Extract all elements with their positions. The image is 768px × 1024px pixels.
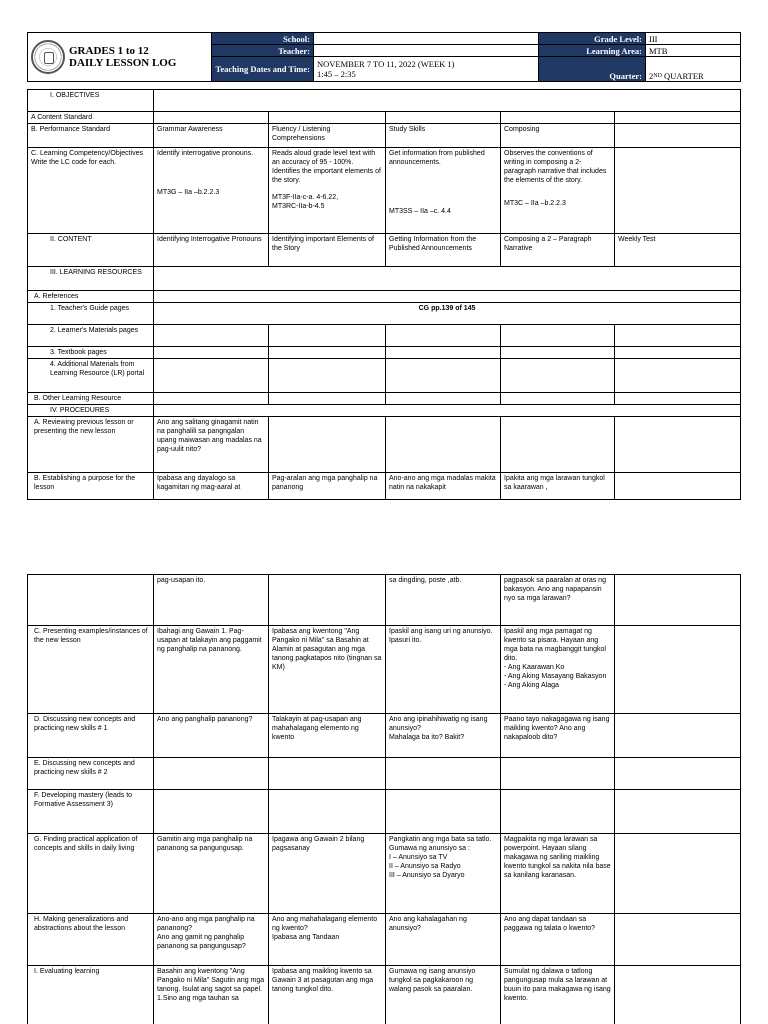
quarter-value[interactable]: 2ND QUARTER	[646, 57, 741, 82]
proc-h-fri[interactable]	[615, 914, 741, 966]
continued-mon[interactable]: pag-usapan ito.	[154, 575, 269, 626]
proc-h-wed[interactable]: Ano ang kahalagahan ng anunsiyo?	[386, 914, 501, 966]
proc-c-thu[interactable]: Ipaskil ang mga pamagat ng kwento sa pisara. Hayaan ang mga bata na magbanggit tungkol dito. - Ang Kaarawan Ko - Ang Aking Masayang Bakasyon - Ang Aking Alaga	[501, 626, 615, 714]
proc-i-mon[interactable]: Basahin ang kwentong "Ang Pangako ni Mila" Sagutin ang mga tanong. Isulat ang sagot sa papel. 1.Sino ang mga tauhan sa	[154, 966, 269, 1024]
school-value[interactable]	[314, 33, 539, 45]
learning-area-label: Learning Area:	[539, 45, 646, 57]
learning-competency-label: C. Learning Competency/Objectives Write the LC code for each.	[28, 148, 154, 234]
proc-i-tue[interactable]: Ipabasa ang maikling kwento sa Gawain 3 at pasagutan ang mga tanong tungkol dito.	[269, 966, 386, 1024]
proc-e-tue[interactable]	[269, 758, 386, 790]
references-label: A. References	[28, 291, 154, 303]
proc-b-mon[interactable]: Ipabasa ang dayalogo sa kagamitan ng mag-aaral at	[154, 473, 269, 500]
learning-resources-heading: III. LEARNING RESOURCES	[28, 267, 154, 291]
content-fri[interactable]: Weekly Test	[615, 234, 741, 267]
performance-standard-thu[interactable]: Composing	[501, 124, 615, 148]
content-tue[interactable]: Identifying important Elements of the Story	[269, 234, 386, 267]
content-thu[interactable]: Composing a 2 – Paragraph Narrative	[501, 234, 615, 267]
content-standard-fri[interactable]	[615, 112, 741, 124]
proc-b-wed[interactable]: Ano-ano ang mga madalas makita natin na nakakapit	[386, 473, 501, 500]
proc-a-wed[interactable]	[386, 417, 501, 473]
performance-standard-tue[interactable]: Fluency / Listening Comprehensions	[269, 124, 386, 148]
grade-level-label: Grade Level:	[539, 33, 646, 45]
content-standard-label: A Content Standard	[28, 112, 154, 124]
dll-header	[27, 32, 741, 82]
other-resource-fri[interactable]	[615, 393, 741, 405]
header-title-line2: DAILY LESSON LOG	[69, 57, 177, 69]
performance-standard-wed[interactable]: Study Skills	[386, 124, 501, 148]
proc-b-tue[interactable]: Pag-aralan ang mga panghalip na pananong	[269, 473, 386, 500]
proc-c-tue[interactable]: Ipabasa ang kwentong "Ang Pangako ni Mila" sa Basahin at Alamin at pasagutan ang mga tanong pagkatapos nito (tingnan sa KM)	[269, 626, 386, 714]
quarter-label: Quarter:	[539, 57, 646, 82]
procedures-heading: IV. PROCEDURES	[28, 405, 154, 417]
content-standard-tue[interactable]	[269, 112, 386, 124]
proc-i-label: I. Evaluating learning	[28, 966, 154, 1024]
additional-materials-wed[interactable]	[386, 359, 501, 393]
textbook-pages-mon[interactable]	[154, 347, 269, 359]
learning-competency-wed[interactable]: Get information from published announcements. MT3SS – IIa –c. 4.4	[386, 148, 501, 234]
learners-materials-wed[interactable]	[386, 325, 501, 347]
other-resource-thu[interactable]	[501, 393, 615, 405]
teacher-value[interactable]	[314, 45, 539, 57]
learning-competency-thu[interactable]: Observes the conventions of writing in composing a 2-paragraph narrative that includes the elements of the story. MT3C – IIa –b.2.2.3	[501, 148, 615, 234]
proc-g-mon[interactable]: Gamitin ang mga panghalip na pananong sa pangungusap.	[154, 834, 269, 914]
textbook-pages-fri[interactable]	[615, 347, 741, 359]
content-heading: II. CONTENT	[28, 234, 154, 267]
proc-c-wed[interactable]: Ipaskil ang isang uri ng anunsiyo. Ipasuri ito.	[386, 626, 501, 714]
other-resource-tue[interactable]	[269, 393, 386, 405]
references-cell[interactable]	[154, 291, 741, 303]
proc-a-fri[interactable]	[615, 417, 741, 473]
proc-d-fri[interactable]	[615, 714, 741, 758]
performance-standard-mon[interactable]: Grammar Awareness	[154, 124, 269, 148]
objectives-heading: I. OBJECTIVES	[28, 90, 154, 112]
continued-label	[28, 575, 154, 626]
textbook-pages-thu[interactable]	[501, 347, 615, 359]
proc-e-mon[interactable]	[154, 758, 269, 790]
content-wed[interactable]: Getting Information from the Published Announcements	[386, 234, 501, 267]
proc-f-tue[interactable]	[269, 790, 386, 834]
proc-h-thu[interactable]: Ano ang dapat tandaan sa paggawa ng talata o kwento?	[501, 914, 615, 966]
teachers-guide-value[interactable]: CG pp.139 of 145	[154, 303, 741, 325]
learners-materials-fri[interactable]	[615, 325, 741, 347]
teaching-dates-value[interactable]: NOVEMBER 7 TO 11, 2022 (WEEK 1) 1:45 – 2:35	[314, 57, 539, 82]
learning-competency-fri[interactable]	[615, 148, 741, 234]
content-standard-mon[interactable]	[154, 112, 269, 124]
proc-e-label: E. Discussing new concepts and practicing new skills # 2	[28, 758, 154, 790]
header-title-line1: GRADES 1 to 12	[69, 45, 149, 57]
proc-h-mon[interactable]: Ano-ano ang mga panghalip na pananong? Ano ang gamit ng panghalip pananong sa pangungusap?	[154, 914, 269, 966]
proc-d-mon[interactable]: Ano ang panghalip pananong?	[154, 714, 269, 758]
proc-f-wed[interactable]	[386, 790, 501, 834]
textbook-pages-tue[interactable]	[269, 347, 386, 359]
learners-materials-mon[interactable]	[154, 325, 269, 347]
proc-c-fri[interactable]	[615, 626, 741, 714]
content-standard-thu[interactable]	[501, 112, 615, 124]
proc-b-thu[interactable]: Ipakita ang mga larawan tungkol sa kaarawan ,	[501, 473, 615, 500]
performance-standard-label: B. Performance Standard	[28, 124, 154, 148]
proc-d-thu[interactable]: Paano tayo nakagagawa ng isang maikling kwento? Ano ang nakapaloob dito?	[501, 714, 615, 758]
proc-b-fri[interactable]	[615, 473, 741, 500]
other-resource-wed[interactable]	[386, 393, 501, 405]
objectives-cell[interactable]	[154, 90, 741, 112]
proc-d-label: D. Discussing new concepts and practicing new skills # 1	[28, 714, 154, 758]
additional-materials-tue[interactable]	[269, 359, 386, 393]
header-logo-cell	[28, 33, 212, 82]
proc-a-tue[interactable]	[269, 417, 386, 473]
continued-thu[interactable]: pagpasok sa paaralan at oras ng bakasyon. Ano ang napapansin nyo sa mga larawan?	[501, 575, 615, 626]
dll-table-page2	[27, 574, 741, 1024]
proc-f-thu[interactable]	[501, 790, 615, 834]
grade-level-value[interactable]: III	[646, 33, 741, 45]
proc-g-label: G. Finding practical application of concepts and skills in daily living	[28, 834, 154, 914]
learning-resources-cell[interactable]	[154, 267, 741, 291]
continued-tue[interactable]	[269, 575, 386, 626]
additional-materials-label: 4. Additional Materials from Learning Resource (LR) portal	[28, 359, 154, 393]
proc-i-wed[interactable]: Gumawa ng isang anunsiyo tungkol sa pagkakaroon ng walang pasok sa paaralan.	[386, 966, 501, 1024]
teachers-guide-label: 1. Teacher's Guide pages	[28, 303, 154, 325]
proc-g-thu[interactable]: Magpakita ng mga larawan sa powerpoint. Hayaan silang makagawa ng sariling maikling kwento tungkol sa nakita nila base sa kanilang karanasan.	[501, 834, 615, 914]
content-standard-wed[interactable]	[386, 112, 501, 124]
proc-g-tue[interactable]: Ipagawa ang Gawain 2 bilang pagsasanay	[269, 834, 386, 914]
procedures-cell[interactable]	[154, 405, 741, 417]
additional-materials-thu[interactable]	[501, 359, 615, 393]
proc-c-mon[interactable]: Ibahagi ang Gawain 1. Pag-usapan at talakayin ang paggamit ng panghalip na pananong.	[154, 626, 269, 714]
additional-materials-fri[interactable]	[615, 359, 741, 393]
teacher-label: Teacher:	[212, 45, 314, 57]
proc-f-fri[interactable]	[615, 790, 741, 834]
learning-competency-tue[interactable]: Reads aloud grade level text with an accuracy of 95 - 100%. Identifies the important elements of the story. MT3F-IIa-c-a. 4-6.22, MT3RC-IIa-b-4.5	[269, 148, 386, 234]
proc-i-thu[interactable]: Sumulat ng dalawa o tatlong pangungusap mula sa larawan at buuin ito para makagawa ng isang kwento.	[501, 966, 615, 1024]
learners-materials-label: 2. Learner's Materials pages	[28, 325, 154, 347]
proc-f-mon[interactable]	[154, 790, 269, 834]
teaching-dates-label: Teaching Dates and Time:	[212, 57, 314, 82]
proc-i-fri[interactable]	[615, 966, 741, 1024]
proc-d-tue[interactable]: Talakayin at pag-usapan ang mahahalagang elemento ng kwento	[269, 714, 386, 758]
continued-fri[interactable]	[615, 575, 741, 626]
learning-competency-mon[interactable]: Identify interrogative pronouns. MT3G – IIa –b.2.2.3	[154, 148, 269, 234]
proc-c-label: C. Presenting examples/instances of the new lesson	[28, 626, 154, 714]
learners-materials-thu[interactable]	[501, 325, 615, 347]
proc-e-wed[interactable]	[386, 758, 501, 790]
proc-b-label: B. Establishing a purpose for the lesson	[28, 473, 154, 500]
learning-area-value[interactable]: MTB	[646, 45, 741, 57]
proc-h-label: H. Making generalizations and abstractions about the lesson	[28, 914, 154, 966]
proc-d-wed[interactable]: Ano ang ipinahihiwatig ng isang anunsiyo? Mahalaga ba ito? Bakit?	[386, 714, 501, 758]
content-mon[interactable]: Identifying Interrogative Pronouns	[154, 234, 269, 267]
other-resource-label: B. Other Learning Resource	[28, 393, 154, 405]
proc-f-label: F. Developing mastery (leads to Formative Assessment 3)	[28, 790, 154, 834]
proc-h-tue[interactable]: Ano ang mahahalagang elemento ng kwento? Ipabasa ang Tandaan	[269, 914, 386, 966]
learners-materials-tue[interactable]	[269, 325, 386, 347]
proc-e-thu[interactable]	[501, 758, 615, 790]
additional-materials-mon[interactable]	[154, 359, 269, 393]
proc-a-label: A. Reviewing previous lesson or presenting the new lesson	[28, 417, 154, 473]
deped-seal-icon	[31, 40, 65, 74]
textbook-pages-wed[interactable]	[386, 347, 501, 359]
textbook-pages-label: 3. Textbook pages	[28, 347, 154, 359]
performance-standard-fri[interactable]	[615, 124, 741, 148]
dll-table-page1	[27, 89, 741, 500]
other-resource-mon[interactable]	[154, 393, 269, 405]
proc-a-thu[interactable]	[501, 417, 615, 473]
proc-g-fri[interactable]	[615, 834, 741, 914]
continued-wed[interactable]: sa dingding, poste ,atb.	[386, 575, 501, 626]
proc-g-wed[interactable]: Pangkatin ang mga bata sa tatlo. Gumawa ng anunsiyo sa : I – Anunsiyo sa TV II – Anunsiyo sa Radyo III – Anunsiyo sa Dyaryo	[386, 834, 501, 914]
proc-a-mon[interactable]: Ano ang salitang ginagamit natin na panghalili sa pangngalan upang maiwasan ang madalas na pag-uulit nito?	[154, 417, 269, 473]
proc-e-fri[interactable]	[615, 758, 741, 790]
school-label: School:	[212, 33, 314, 45]
